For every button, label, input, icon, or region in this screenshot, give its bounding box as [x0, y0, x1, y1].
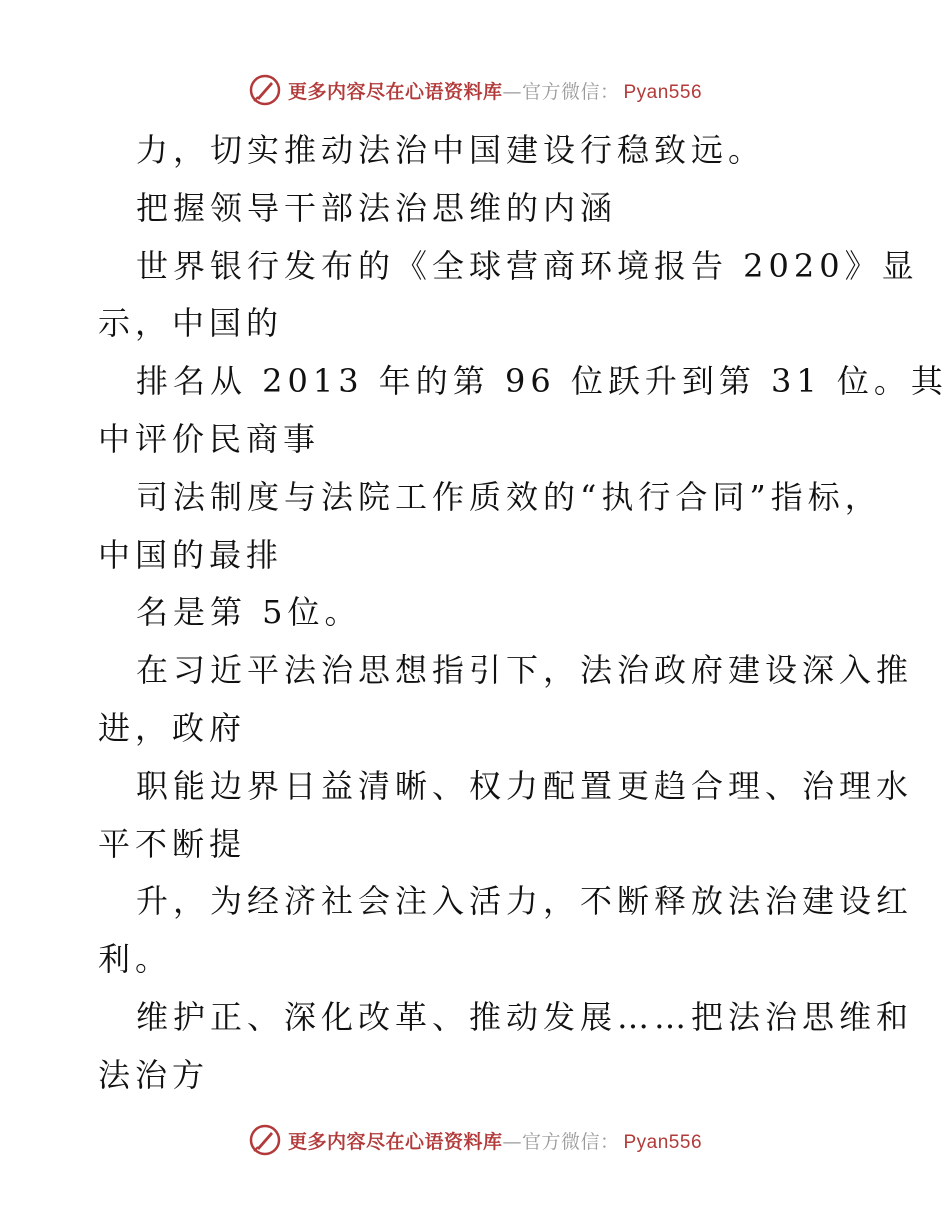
text-line: 把握领导干部法治思维的内涵 [136, 188, 618, 227]
text-line: 司法制度与法院工作质效的“执行合同”指标， [136, 477, 882, 516]
header-banner [0, 70, 950, 110]
text-line: 升，为经济社会注入活力，不断释放法治建设红 [136, 882, 914, 921]
footer-wechat-label: 官方微信： [521, 1130, 620, 1153]
header-wechat-label: 官方微信： [521, 80, 620, 103]
footer-brand: 更多内容尽在心语资料库 [287, 1130, 503, 1153]
text-line: 示，中国的 [98, 304, 284, 343]
footer-separator: — [502, 1130, 522, 1153]
header-brand: 更多内容尽在心语资料库 [287, 80, 503, 103]
footer-banner-text [288, 1127, 702, 1154]
header-wechat-id: Pyan556 [623, 81, 703, 103]
document-body [98, 122, 948, 1105]
text-line: 世界银行发布的《全球营商环境报告 2020》显 [136, 246, 919, 285]
text-line: 中评价民商事 [98, 419, 321, 458]
text-line: 职能边界日益清晰、权力配置更趋合理、治理水 [136, 766, 914, 805]
text-line: 力，切实推动法治中国建设行稳致远。 [136, 131, 766, 169]
text-line: 进，政府 [98, 708, 247, 747]
footer-wechat-id: Pyan556 [623, 1131, 703, 1153]
text-line: 法治方 [98, 1055, 210, 1094]
footer-banner [0, 1120, 950, 1160]
text-line: 在习近平法治思想指引下，法治政府建设深入推 [136, 651, 914, 690]
text-line: 排名从 2013 年的第 96 位跃升到第 31 位。其 [136, 362, 948, 401]
text-line: 平不断提 [98, 824, 247, 863]
text-line: 利。 [98, 940, 173, 979]
header-separator: — [502, 80, 522, 103]
text-line: 中国的最排 [98, 535, 284, 574]
text-line: 维护正、深化改革、推动发展……把法治思维和 [136, 997, 914, 1036]
header-banner-text [288, 77, 702, 104]
quill-logo-icon [248, 73, 282, 107]
text-line: 名是第 5位。 [136, 593, 362, 632]
quill-logo-icon [248, 1123, 282, 1157]
